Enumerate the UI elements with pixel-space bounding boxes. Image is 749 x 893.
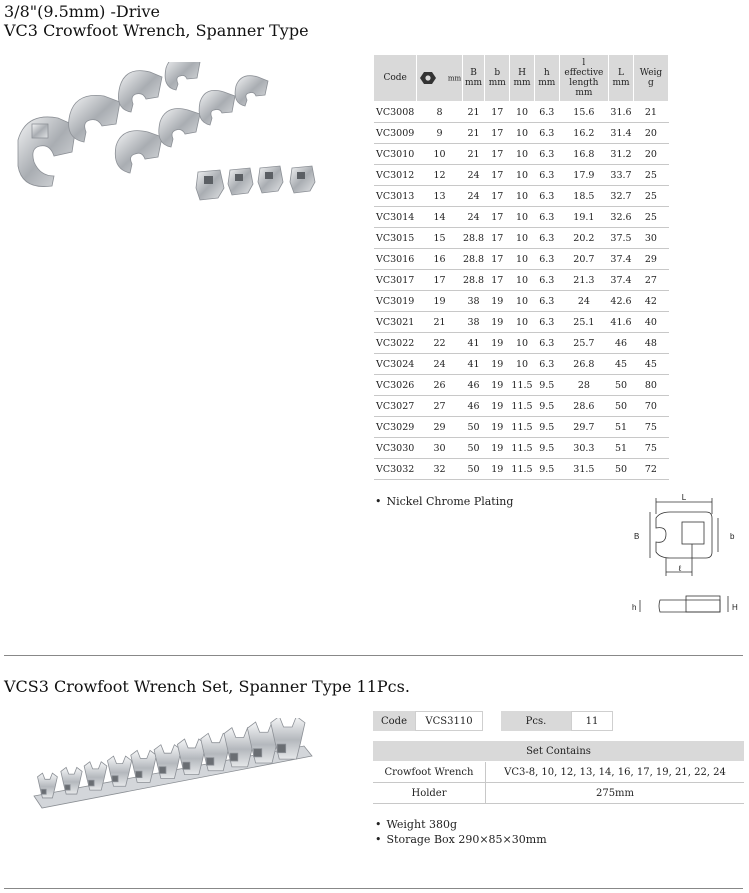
section-divider: [4, 655, 743, 656]
spec-value-cell: 6.3: [534, 354, 559, 375]
spec-value-cell: 6.3: [534, 270, 559, 291]
spec-value-cell: 16: [417, 249, 462, 270]
spec-code-cell: VC3019: [374, 291, 417, 312]
spec-value-cell: 18.5: [559, 186, 609, 207]
spec-header-7: [609, 55, 634, 102]
spec-code-cell: VC3015: [374, 228, 417, 249]
spec-value-cell: 70: [633, 396, 668, 417]
spec-value-cell: 17: [485, 249, 510, 270]
spec-value-cell: 17: [485, 144, 510, 165]
spec-value-cell: 19: [485, 375, 510, 396]
wrench-set-photo: [30, 718, 320, 828]
spec-value-cell: 50: [609, 375, 634, 396]
spec-value-cell: 9.5: [534, 438, 559, 459]
spec-value-cell: 6.3: [534, 186, 559, 207]
spec-value-cell: 51: [609, 417, 634, 438]
spec-value-cell: 10: [510, 165, 535, 186]
spec-row: [374, 123, 669, 144]
spec-value-cell: 41.6: [609, 312, 634, 333]
spec-row: [374, 186, 669, 207]
spec-value-cell: 10: [510, 333, 535, 354]
spec-value-cell: 6.3: [534, 207, 559, 228]
spec-value-cell: 10: [510, 102, 535, 123]
spec-value-cell: 21.3: [559, 270, 609, 291]
spec-row: [374, 228, 669, 249]
note-item: • Weight 380g: [375, 817, 547, 832]
spec-value-cell: 50: [462, 459, 485, 480]
spec-value-cell: 12: [417, 165, 462, 186]
spec-value-cell: 19: [485, 438, 510, 459]
dim-label-B: B: [634, 532, 640, 541]
spec-value-cell: 11.5: [510, 417, 535, 438]
spec-value-cell: 19: [485, 354, 510, 375]
spec-row: [374, 396, 669, 417]
dim-label-l: ℓ: [678, 564, 682, 573]
wrench-drive-hole: [41, 789, 46, 794]
spec-value-cell: 26.8: [559, 354, 609, 375]
spec-value-cell: 21: [417, 312, 462, 333]
spec-value-cell: 19: [417, 291, 462, 312]
wrench-drive-hole: [206, 758, 213, 765]
spec-value-cell: 11.5: [510, 459, 535, 480]
spec-value-cell: 28: [559, 375, 609, 396]
product-title: VC3 Crowfoot Wrench, Spanner Type: [4, 21, 309, 40]
wrench-drive-hole: [88, 780, 94, 786]
spec-row: [374, 249, 669, 270]
spec-row: [374, 144, 669, 165]
spec-header-6: [559, 55, 609, 102]
spec-value-cell: 75: [633, 438, 668, 459]
spec-row: [374, 417, 669, 438]
set-notes-list: [375, 817, 547, 847]
spec-value-cell: 6.3: [534, 312, 559, 333]
spec-value-cell: 21: [633, 102, 668, 123]
spec-row: [374, 375, 669, 396]
spec-header-text: l: [582, 58, 586, 68]
spec-value-cell: 40: [633, 312, 668, 333]
spec-code-cell: VC3016: [374, 249, 417, 270]
spec-value-cell: 17: [485, 102, 510, 123]
spec-value-cell: 19: [485, 459, 510, 480]
drive-size-heading: 3/8"(9.5mm) -Drive: [4, 2, 160, 21]
spec-header-text: length: [569, 78, 599, 88]
spec-value-cell: 21: [462, 123, 485, 144]
spec-value-cell: 29.7: [559, 417, 609, 438]
spec-value-cell: 17: [485, 207, 510, 228]
spec-value-cell: 72: [633, 459, 668, 480]
set-contents-table: [373, 741, 744, 804]
dim-label-L: L: [681, 493, 687, 502]
set-pcs-label: Pcs.: [501, 711, 571, 731]
spec-value-cell: 6.3: [534, 144, 559, 165]
spec-value-cell: 17: [485, 270, 510, 291]
spec-value-cell: 19: [485, 312, 510, 333]
spec-header-text: b: [494, 68, 501, 78]
spec-value-cell: 10: [510, 186, 535, 207]
spec-code-cell: VC3008: [374, 102, 417, 123]
spec-value-cell: 17: [485, 165, 510, 186]
spec-value-cell: 38: [462, 291, 485, 312]
set-contains-header: Set Contains: [373, 741, 744, 762]
wrench-drive-hole: [65, 785, 70, 790]
spec-row: [374, 102, 669, 123]
spec-value-cell: 16.8: [559, 144, 609, 165]
spec-value-cell: 24: [462, 207, 485, 228]
spec-value-cell: 25: [633, 186, 668, 207]
spec-value-cell: 13: [417, 186, 462, 207]
set-title: VCS3 Crowfoot Wrench Set, Spanner Type 11Pcs.: [4, 677, 410, 696]
spec-value-cell: 19: [485, 291, 510, 312]
spec-value-cell: 48: [633, 333, 668, 354]
spec-value-cell: 17: [485, 186, 510, 207]
spec-value-cell: 25: [633, 165, 668, 186]
spec-value-cell: 10: [510, 291, 535, 312]
spec-value-cell: 10: [510, 228, 535, 249]
spec-row: [374, 207, 669, 228]
spec-header-text: mm: [464, 78, 483, 88]
spec-value-cell: 42.6: [609, 291, 634, 312]
spec-value-cell: 50: [462, 438, 485, 459]
spec-code-cell: VC3027: [374, 396, 417, 417]
dim-label-h: h: [632, 603, 637, 612]
spec-value-cell: 32.6: [609, 207, 634, 228]
spec-value-cell: 10: [510, 123, 535, 144]
spec-value-cell: 20: [633, 123, 668, 144]
spec-value-cell: 31.4: [609, 123, 634, 144]
spec-value-cell: 46: [462, 375, 485, 396]
spec-value-cell: 17.9: [559, 165, 609, 186]
spec-value-cell: 20.7: [559, 249, 609, 270]
spec-value-cell: 27: [633, 270, 668, 291]
wrench-drive-hole: [112, 776, 118, 782]
set-item-value: VC3-8, 10, 12, 13, 14, 16, 17, 19, 21, 22, 24: [486, 762, 745, 783]
spec-header-text: mm: [513, 78, 531, 88]
spec-header-1: [417, 55, 462, 102]
spec-value-cell: 10: [510, 270, 535, 291]
spec-value-cell: 29: [633, 249, 668, 270]
dim-label-H: H: [732, 603, 738, 612]
spec-value-cell: 10: [510, 312, 535, 333]
spec-value-cell: 80: [633, 375, 668, 396]
set-code-value: VCS3110: [415, 711, 483, 731]
spec-code-cell: VC3022: [374, 333, 417, 354]
spec-value-cell: 41: [462, 333, 485, 354]
spec-value-cell: 37.5: [609, 228, 634, 249]
wrench-drive-hole: [136, 771, 142, 777]
wrench-drive-hole: [254, 749, 262, 757]
set-item-label: Holder: [373, 783, 486, 804]
spec-value-cell: 9: [417, 123, 462, 144]
spec-header-2: [462, 55, 485, 102]
spec-value-cell: 11.5: [510, 396, 535, 417]
spec-header-3: [485, 55, 510, 102]
spec-header-5: [534, 55, 559, 102]
spec-value-cell: 25.7: [559, 333, 609, 354]
spec-value-cell: 8: [417, 102, 462, 123]
spec-code-cell: VC3013: [374, 186, 417, 207]
spec-code-cell: VC3029: [374, 417, 417, 438]
spec-code-cell: VC3010: [374, 144, 417, 165]
crowfoot-wrench-photo: [10, 62, 340, 212]
set-item-label: Crowfoot Wrench: [373, 762, 486, 783]
spec-value-cell: 15.6: [559, 102, 609, 123]
spec-code-cell: VC3026: [374, 375, 417, 396]
set-item-value: 275mm: [486, 783, 745, 804]
spec-value-cell: 50: [609, 459, 634, 480]
spec-value-cell: 28.8: [462, 228, 485, 249]
spec-value-cell: 38: [462, 312, 485, 333]
spec-value-cell: 19.1: [559, 207, 609, 228]
spec-value-cell: 26: [417, 375, 462, 396]
spec-code-cell: VC3014: [374, 207, 417, 228]
spec-value-cell: 9.5: [534, 417, 559, 438]
spec-value-cell: 27: [417, 396, 462, 417]
spec-value-cell: 6.3: [534, 228, 559, 249]
spec-value-cell: 17: [485, 228, 510, 249]
spec-header-text: B: [470, 68, 477, 78]
spec-header-8: [633, 55, 668, 102]
spec-header-text: H: [518, 68, 526, 78]
note-item: • Nickel Chrome Plating: [375, 494, 513, 509]
hex-nut-icon: [418, 71, 448, 85]
spec-row: [374, 165, 669, 186]
spec-header-text: mm: [488, 78, 506, 88]
wrench-drive-hole: [159, 767, 166, 774]
spec-value-cell: 6.3: [534, 102, 559, 123]
spec-value-cell: 30: [633, 228, 668, 249]
spec-value-cell: 10: [417, 144, 462, 165]
spec-value-cell: 33.7: [609, 165, 634, 186]
spec-value-cell: 19: [485, 396, 510, 417]
spec-value-cell: 42: [633, 291, 668, 312]
spec-value-cell: 21: [462, 102, 485, 123]
spec-table: [373, 54, 669, 480]
spec-value-cell: 24: [417, 354, 462, 375]
wrench-drive-hole: [277, 744, 286, 753]
spec-header-0: [374, 55, 417, 102]
spec-value-cell: 10: [510, 144, 535, 165]
spec-value-cell: 51: [609, 438, 634, 459]
spec-code-cell: VC3024: [374, 354, 417, 375]
spec-value-cell: 22: [417, 333, 462, 354]
spec-row: [374, 270, 669, 291]
spec-value-cell: 32.7: [609, 186, 634, 207]
spec-value-cell: 10: [510, 249, 535, 270]
spec-value-cell: 17: [417, 270, 462, 291]
dimension-diagram: [630, 492, 742, 624]
spec-row: [374, 354, 669, 375]
spec-value-cell: 46: [462, 396, 485, 417]
spec-value-cell: 9.5: [534, 459, 559, 480]
set-pcs-value: 11: [571, 711, 613, 731]
spec-value-cell: 19: [485, 333, 510, 354]
spec-header-text: mm: [575, 88, 593, 98]
spec-value-cell: 10: [510, 207, 535, 228]
spec-value-cell: 46: [609, 333, 634, 354]
spec-value-cell: 19: [485, 417, 510, 438]
note-item: • Storage Box 290×85×30mm: [375, 832, 547, 847]
spec-value-cell: 6.3: [534, 249, 559, 270]
spec-value-cell: 50: [609, 396, 634, 417]
spec-value-cell: 6.3: [534, 165, 559, 186]
spec-value-cell: 30: [417, 438, 462, 459]
spec-value-cell: 31.6: [609, 102, 634, 123]
spec-value-cell: 32: [417, 459, 462, 480]
spec-value-cell: 24: [559, 291, 609, 312]
spec-value-cell: 15: [417, 228, 462, 249]
spec-value-cell: 25: [633, 207, 668, 228]
spec-header-text: effective: [564, 68, 604, 78]
spec-row: [374, 438, 669, 459]
spec-header-text: L: [618, 68, 624, 78]
spec-value-cell: 10: [510, 354, 535, 375]
spec-value-cell: 24: [462, 186, 485, 207]
spec-code-cell: VC3012: [374, 165, 417, 186]
spec-value-cell: 50: [462, 417, 485, 438]
spec-value-cell: 6.3: [534, 333, 559, 354]
spec-code-cell: VC3021: [374, 312, 417, 333]
spec-header-unit: mm: [447, 74, 462, 83]
spec-header-text: g: [648, 78, 654, 88]
spec-header-text: Code: [383, 73, 407, 83]
wrench-drive-hole: [183, 762, 190, 769]
spec-value-cell: 37.4: [609, 249, 634, 270]
spec-value-cell: 25.1: [559, 312, 609, 333]
spec-value-cell: 11.5: [510, 438, 535, 459]
spec-value-cell: 24: [462, 165, 485, 186]
spec-value-cell: 31.2: [609, 144, 634, 165]
spec-value-cell: 6.3: [534, 123, 559, 144]
spec-value-cell: 16.2: [559, 123, 609, 144]
spec-code-cell: VC3017: [374, 270, 417, 291]
set-contents-row: [373, 783, 744, 804]
bottom-divider: [4, 888, 743, 889]
spec-value-cell: 28.8: [462, 249, 485, 270]
spec-header-text: mm: [612, 78, 630, 88]
spec-code-cell: VC3032: [374, 459, 417, 480]
spec-value-cell: 28.6: [559, 396, 609, 417]
feature-list: [375, 494, 513, 509]
spec-value-cell: 45: [609, 354, 634, 375]
spec-value-cell: 9.5: [534, 396, 559, 417]
spec-row: [374, 333, 669, 354]
spec-header-text: mm: [538, 78, 556, 88]
spec-value-cell: 31.5: [559, 459, 609, 480]
spec-value-cell: 14: [417, 207, 462, 228]
spec-value-cell: 20.2: [559, 228, 609, 249]
spec-value-cell: 6.3: [534, 291, 559, 312]
spec-value-cell: 21: [462, 144, 485, 165]
spec-value-cell: 9.5: [534, 375, 559, 396]
spec-value-cell: 37.4: [609, 270, 634, 291]
spec-value-cell: 30.3: [559, 438, 609, 459]
spec-value-cell: 28.8: [462, 270, 485, 291]
spec-header-row: [374, 55, 669, 102]
spec-value-cell: 20: [633, 144, 668, 165]
spec-row: [374, 459, 669, 480]
spec-code-cell: VC3009: [374, 123, 417, 144]
spec-value-cell: 41: [462, 354, 485, 375]
set-contents-row: [373, 762, 744, 783]
spec-row: [374, 312, 669, 333]
spec-row: [374, 291, 669, 312]
spec-header-text: Weig: [639, 68, 663, 78]
spec-value-cell: 29: [417, 417, 462, 438]
spec-header-4: [510, 55, 535, 102]
spec-value-cell: 11.5: [510, 375, 535, 396]
spec-value-cell: 75: [633, 417, 668, 438]
spec-value-cell: 45: [633, 354, 668, 375]
spec-header-text: h: [543, 68, 550, 78]
wrench-drive-hole: [230, 753, 238, 761]
spec-code-cell: VC3030: [374, 438, 417, 459]
dim-label-b: b: [730, 532, 735, 541]
set-code-label: Code: [373, 711, 415, 731]
spec-value-cell: 17: [485, 123, 510, 144]
